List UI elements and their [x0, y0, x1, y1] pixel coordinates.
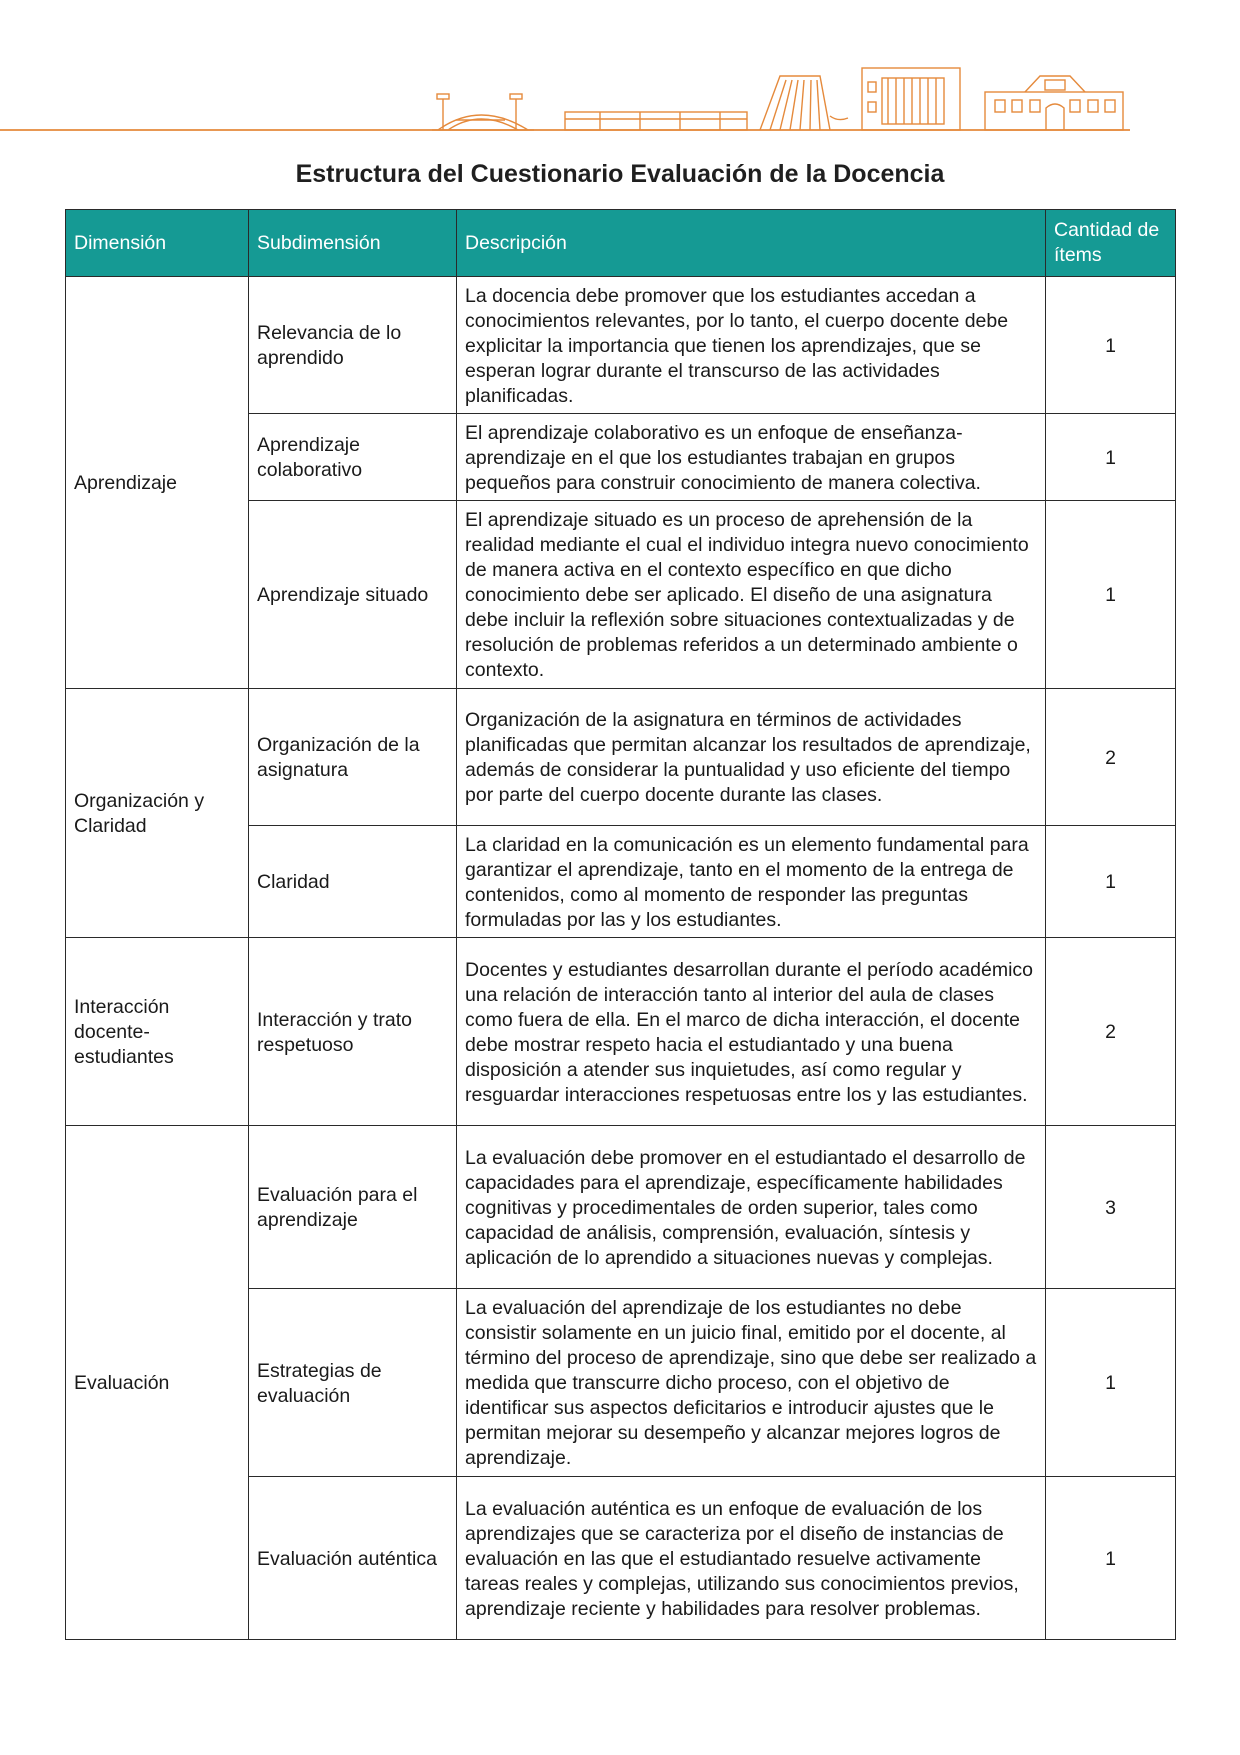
- subdimension-cell: Aprendizaje situado: [249, 501, 457, 689]
- dimension-cell: Interacción docente-estudiantes: [66, 938, 249, 1126]
- table-row: [66, 277, 1176, 414]
- subdimension-cell: Interacción y trato respetuoso: [249, 938, 457, 1126]
- item-count-cell: 3: [1046, 1126, 1176, 1289]
- column-header-item-count: Cantidad de ítems: [1046, 210, 1176, 277]
- subdimension-cell: Organización de la asignatura: [249, 689, 457, 826]
- item-count-cell: 1: [1046, 826, 1176, 938]
- dimension-cell: Organización y Claridad: [66, 689, 249, 938]
- subdimension-cell: Claridad: [249, 826, 457, 938]
- item-count-cell: 1: [1046, 501, 1176, 689]
- document-title: Estructura del Cuestionario Evaluación de la Docencia: [295, 160, 945, 188]
- campus-skyline-illustration: [0, 56, 1240, 136]
- subdimension-cell: Relevancia de lo aprendido: [249, 277, 457, 414]
- subdimension-cell: Estrategias de evaluación: [249, 1289, 457, 1477]
- description-cell: Organización de la asignatura en términos de actividades planificadas que permitan alcanzar los resultados de aprendizaje, además de considerar la puntualidad y uso eficiente del tiempo por parte del cuerpo docente durante las clases.: [457, 689, 1046, 826]
- description-cell: La evaluación debe promover en el estudiantado el desarrollo de capacidades para el aprendizaje, específicamente habilidades cognitivas y procedimentales de orden superior, tales como capacidad de análisis, comprensión, evaluación, síntesis y aplicación de lo aprendido a situaciones nuevas y complejas.: [457, 1126, 1046, 1289]
- description-cell: La claridad en la comunicación es un elemento fundamental para garantizar el aprendizaje, tanto en el momento de la entrega de contenidos, como al momento de responder las preguntas formuladas por las y los estudiantes.: [457, 826, 1046, 938]
- item-count-cell: 2: [1046, 938, 1176, 1126]
- description-cell: El aprendizaje situado es un proceso de aprehensión de la realidad mediante el cual el individuo integra nuevo conocimiento de manera activa en el contexto específico en que dicho conocimiento debe ser aplicado. El diseño de una asignatura debe incluir la reflexión sobre situaciones contextualizadas y de resolución de problemas referidos a un determinado ambiente o contexto.: [457, 501, 1046, 689]
- table-row: [66, 938, 1176, 1126]
- column-header-dimension: Dimensión: [66, 210, 249, 277]
- table-row: [66, 1126, 1176, 1289]
- column-header-subdimension: Subdimensión: [249, 210, 457, 277]
- column-header-description: Descripción: [457, 210, 1046, 277]
- dimension-cell: Aprendizaje: [66, 277, 249, 689]
- description-cell: El aprendizaje colaborativo es un enfoque de enseñanza-aprendizaje en el que los estudiantes trabajan en grupos pequeños para construir conocimiento de manera colectiva.: [457, 414, 1046, 501]
- questionnaire-structure-table: [65, 209, 1176, 1640]
- dimension-cell: Evaluación: [66, 1126, 249, 1640]
- subdimension-cell: Aprendizaje colaborativo: [249, 414, 457, 501]
- item-count-cell: 1: [1046, 1289, 1176, 1477]
- item-count-cell: 1: [1046, 277, 1176, 414]
- subdimension-cell: Evaluación auténtica: [249, 1477, 457, 1640]
- description-cell: La evaluación auténtica es un enfoque de evaluación de los aprendizajes que se caracteriza por el diseño de instancias de evaluación en las que el estudiantado resuelve activamente tareas reales y complejas, utilizando sus conocimientos previos, aprendizaje reciente y habilidades para resolver problemas.: [457, 1477, 1046, 1640]
- item-count-cell: 2: [1046, 689, 1176, 826]
- item-count-cell: 1: [1046, 414, 1176, 501]
- table-header-row: [66, 210, 1176, 277]
- table-row: [66, 689, 1176, 826]
- subdimension-cell: Evaluación para el aprendizaje: [249, 1126, 457, 1289]
- item-count-cell: 1: [1046, 1477, 1176, 1640]
- description-cell: La evaluación del aprendizaje de los estudiantes no debe consistir solamente en un juicio final, emitido por el docente, al término del proceso de aprendizaje, sino que debe ser realizado a medida que transcurre dicho proceso, con el objetivo de identificar sus aspectos deficitarios e introducir ajustes que le permitan mejorar su desempeño y alcanzar mejores logros de aprendizaje.: [457, 1289, 1046, 1477]
- description-cell: Docentes y estudiantes desarrollan durante el período académico una relación de interacción tanto al interior del aula de clases como fuera de ella. En el marco de dicha interacción, el docente debe mostrar respeto hacia el estudiantado y una buena disposición a atender sus inquietudes, así como regular y resguardar interacciones respetuosas entre los y las estudiantes.: [457, 938, 1046, 1126]
- description-cell: La docencia debe promover que los estudiantes accedan a conocimientos relevantes, por lo tanto, el cuerpo docente debe explicitar la importancia que tienen los aprendizajes, que se esperan lograr durante el transcurso de las actividades planificadas.: [457, 277, 1046, 414]
